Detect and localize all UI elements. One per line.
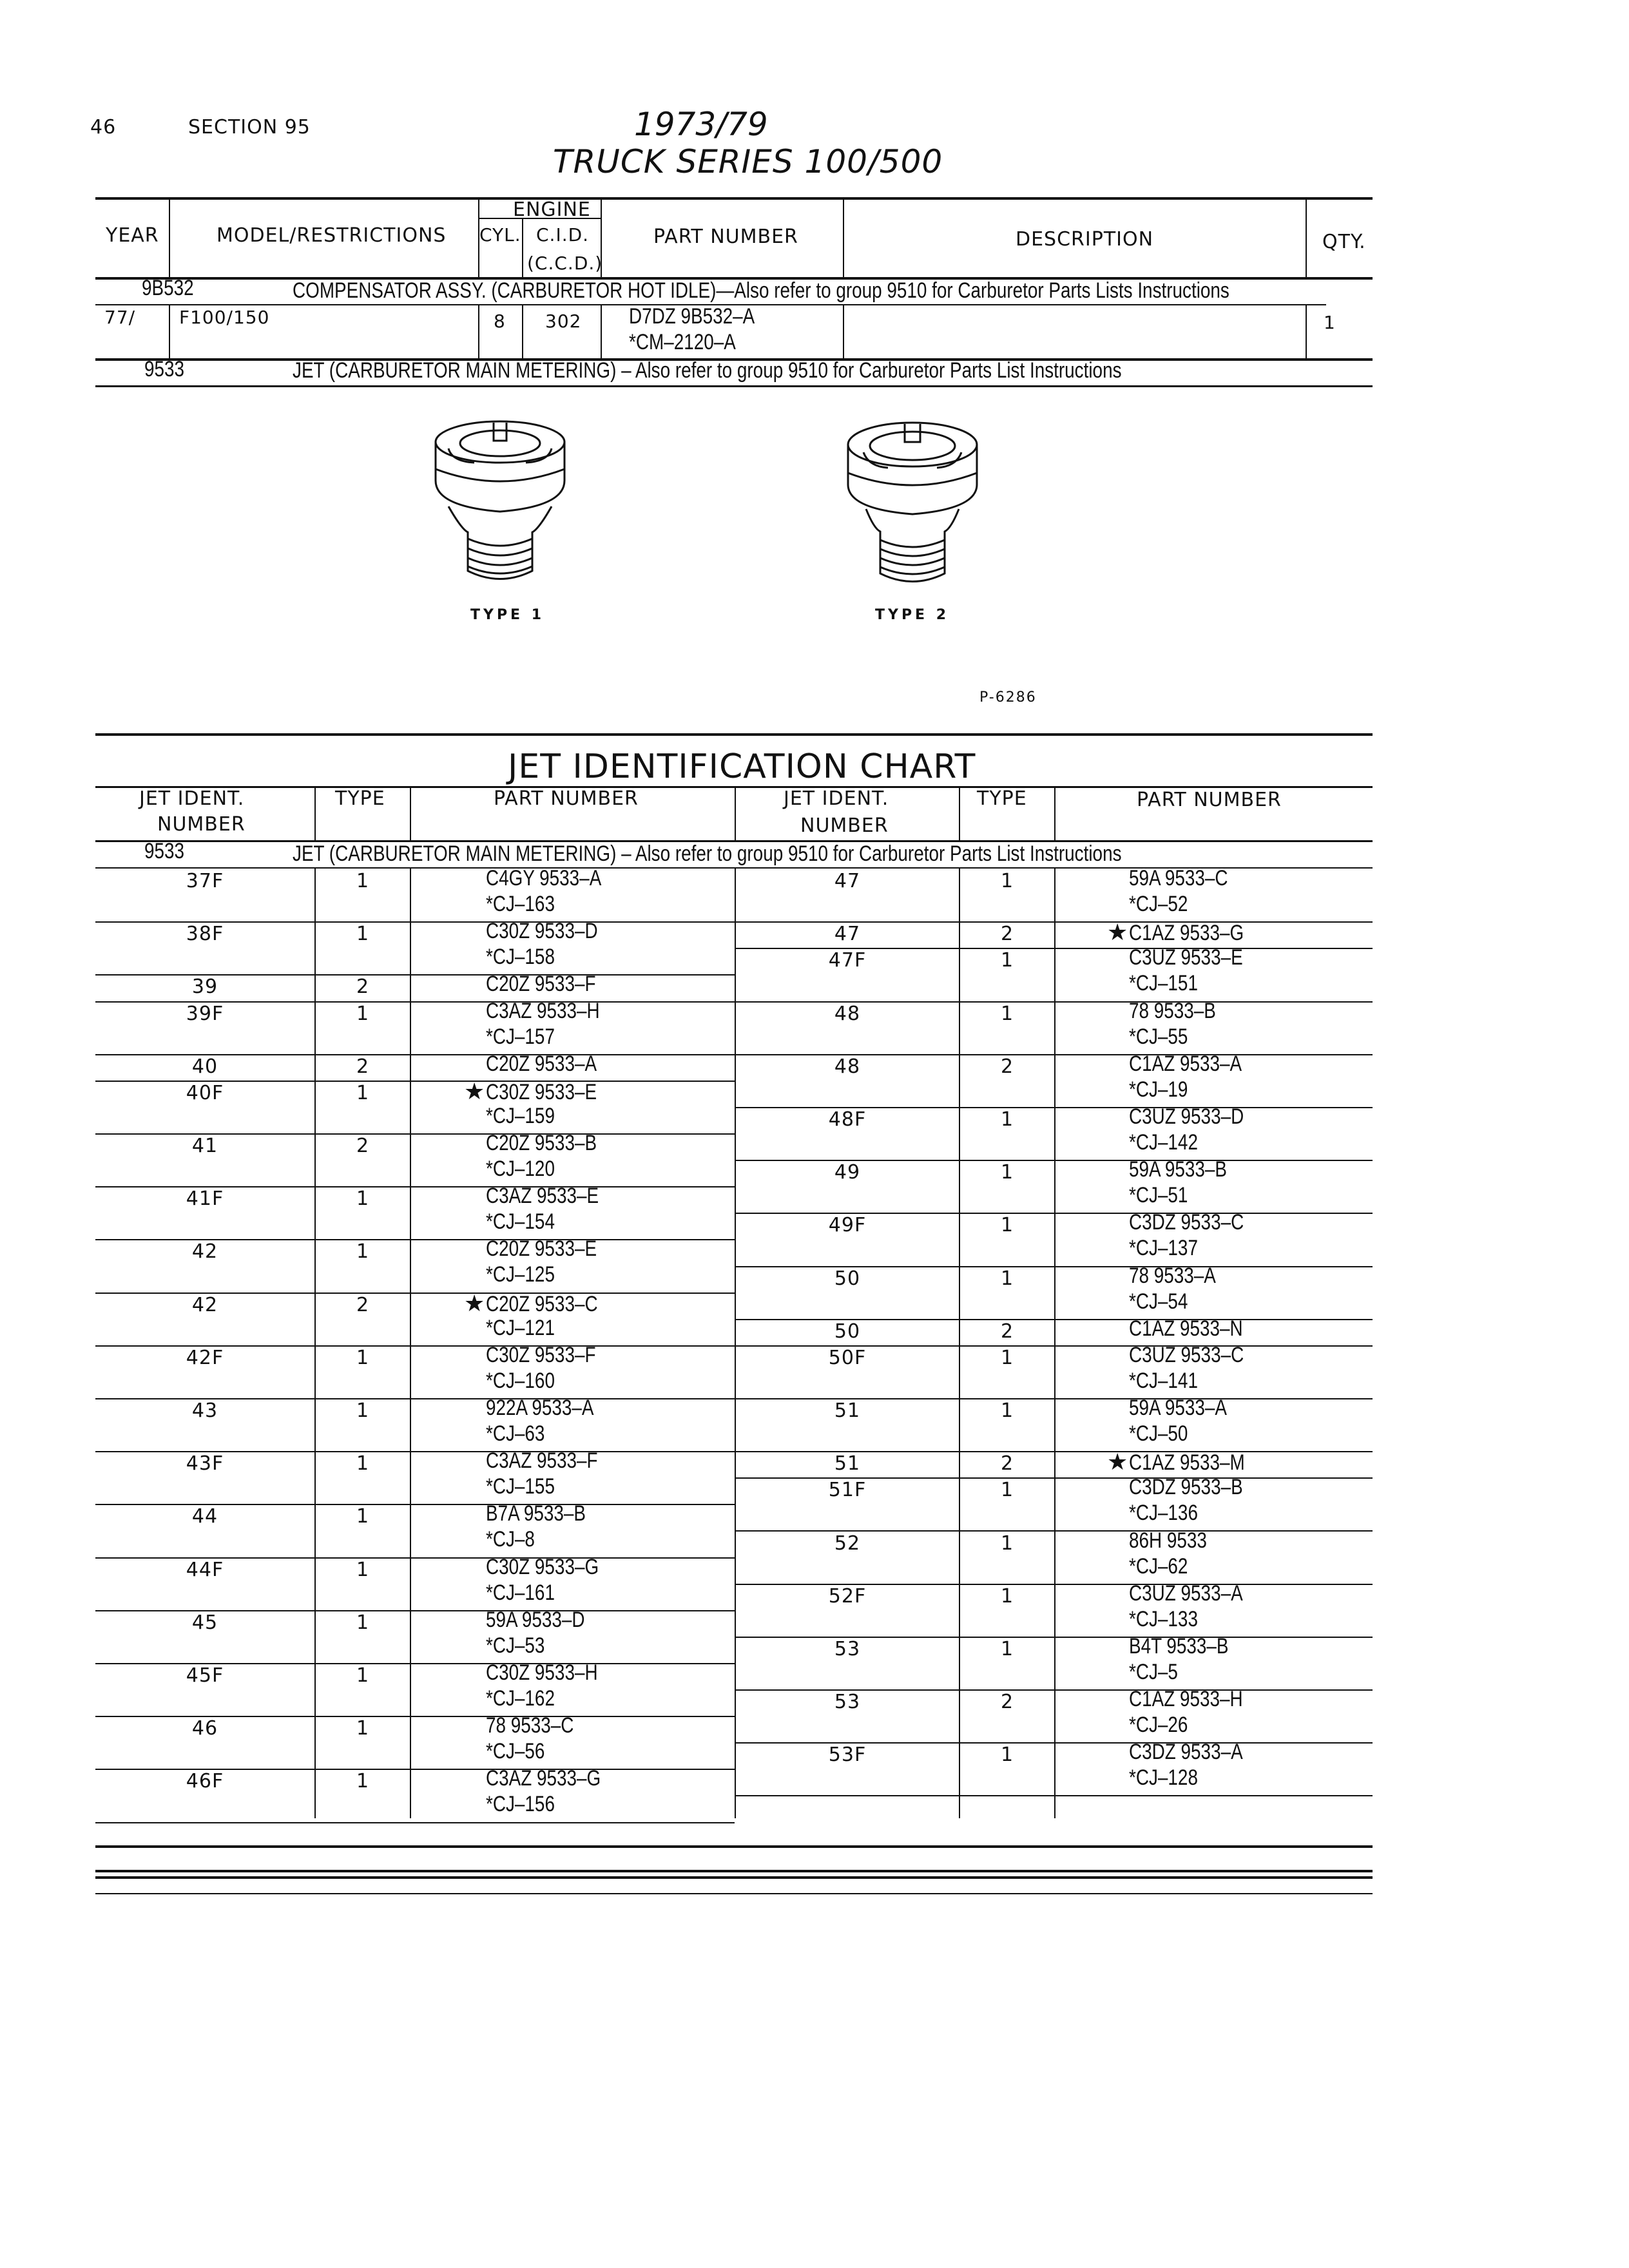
- header-part-number: PART NUMBER: [1137, 789, 1282, 811]
- jet-ident-number: 43F: [186, 1452, 224, 1475]
- jet-ident-number: 45F: [186, 1664, 224, 1687]
- supplier-number: *CJ–141: [1129, 1368, 1198, 1393]
- part-number: ★C30Z 9533–E: [464, 1077, 597, 1104]
- supplier-number: *CJ–55: [1129, 1024, 1188, 1049]
- supplier-number: *CJ–137: [1129, 1236, 1198, 1261]
- jet-type: 1: [1000, 1399, 1014, 1422]
- jet-ident-number: 47: [834, 870, 861, 892]
- header-type: TYPE: [335, 787, 385, 810]
- supplier-number: *CJ–5: [1129, 1659, 1178, 1684]
- jet-type: 1: [356, 1346, 370, 1369]
- supplier-number: *CJ–155: [486, 1474, 555, 1499]
- part-number: C3DZ 9533–B: [1129, 1475, 1243, 1500]
- jet-type: 1: [356, 1240, 370, 1264]
- group-code: 9533: [144, 357, 185, 381]
- jet-type: 1: [356, 1770, 370, 1793]
- header-jet-ident-number: NUMBER: [800, 814, 889, 837]
- jet-type: 1: [1000, 1479, 1014, 1502]
- group-title: COMPENSATOR ASSY. (CARBURETOR HOT IDLE)—Also refer to group 9510 for Carburetor Parts Lists Instructions: [293, 278, 1229, 303]
- jet-ident-number: 42: [191, 1293, 218, 1316]
- jet-ident-number: 52: [834, 1532, 861, 1555]
- header-part-number: PART NUMBER: [494, 787, 639, 810]
- part-number: C4GY 9533–A: [486, 866, 602, 890]
- jet-type: 1: [1000, 949, 1014, 972]
- part-number: B4T 9533–B: [1129, 1633, 1229, 1658]
- jet-type: 1: [1000, 1161, 1014, 1184]
- type2-label: TYPE 2: [875, 607, 950, 623]
- group-code: 9533: [144, 839, 185, 863]
- jet-type: 1: [356, 870, 370, 892]
- type1-label: TYPE 1: [470, 607, 545, 623]
- jet-ident-number: 48: [834, 1002, 861, 1025]
- star-icon: ★: [464, 1077, 485, 1104]
- header-part-number: PART NUMBER: [653, 226, 798, 248]
- part-number: C3AZ 9533–H: [486, 998, 600, 1023]
- jet-type1-drawing: [423, 410, 577, 597]
- jet-type: 2: [356, 1293, 370, 1316]
- jet-type: 1: [1000, 870, 1014, 892]
- supplier-number: *CJ–121: [486, 1315, 555, 1340]
- part-number: B7A 9533–B: [486, 1501, 586, 1526]
- part-number: C20Z 9533–B: [486, 1131, 597, 1155]
- row-part-number: D7DZ 9B532–A: [629, 304, 755, 329]
- supplier-number: *CJ–62: [1129, 1553, 1188, 1579]
- header-year: YEAR: [106, 224, 159, 247]
- supplier-number: *CJ–163: [486, 892, 555, 916]
- supplier-number: *CJ–50: [1129, 1421, 1188, 1446]
- part-number: C20Z 9533–A: [486, 1051, 597, 1076]
- jet-type: 2: [1000, 1452, 1014, 1475]
- supplier-number: *CJ–8: [486, 1527, 535, 1552]
- jet-ident-number: 51: [834, 1399, 861, 1422]
- jet-ident-number: 42F: [186, 1346, 224, 1369]
- row-supplier-number: *CM–2120–A: [629, 330, 736, 354]
- jet-type: 1: [1000, 1267, 1014, 1290]
- jet-ident-number: 39: [191, 975, 218, 999]
- row-divider: [735, 1795, 1373, 1796]
- page-number: 46: [90, 116, 117, 139]
- section-label: SECTION 95: [188, 116, 311, 139]
- supplier-number: *CJ–54: [1129, 1289, 1188, 1314]
- jet-ident-number: 38F: [186, 923, 224, 946]
- part-number: C3UZ 9533–E: [1129, 945, 1243, 970]
- supplier-number: *CJ–136: [1129, 1501, 1198, 1526]
- group-title: JET (CARBURETOR MAIN METERING) – Also refer to group 9510 for Carburetor Parts List Instructions: [293, 841, 1122, 866]
- jet-ident-number: 44: [191, 1505, 218, 1528]
- title-years: 1973/79: [634, 106, 768, 143]
- jet-ident-number: 50F: [828, 1346, 867, 1369]
- header-jet-ident: JET IDENT.: [784, 787, 889, 810]
- jet-type2-drawing: [835, 412, 990, 599]
- header-model: MODEL/RESTRICTIONS: [217, 224, 447, 247]
- part-number: 59A 9533–C: [1129, 866, 1228, 890]
- supplier-number: *CJ–120: [486, 1157, 555, 1181]
- jet-ident-number: 51F: [828, 1479, 867, 1502]
- supplier-number: *CJ–133: [1129, 1606, 1198, 1631]
- supplier-number: *CJ–19: [1129, 1077, 1188, 1102]
- jet-ident-number: 50: [834, 1320, 861, 1343]
- jet-type: 1: [356, 1664, 370, 1687]
- row-qty: 1: [1324, 312, 1336, 333]
- jet-type: 2: [356, 1055, 370, 1078]
- jet-type: 1: [356, 1399, 370, 1422]
- jet-ident-number: 42: [191, 1240, 218, 1264]
- header-jet-ident: JET IDENT.: [139, 787, 245, 810]
- star-icon: ★: [1107, 1448, 1128, 1475]
- header-description: DESCRIPTION: [1016, 228, 1154, 251]
- supplier-number: *CJ–63: [486, 1421, 545, 1446]
- star-icon: ★: [464, 1289, 485, 1316]
- row-model: F100/150: [179, 307, 270, 328]
- part-number: C30Z 9533–F: [486, 1342, 596, 1367]
- header-cid: C.I.D.: [536, 224, 590, 245]
- supplier-number: *CJ–159: [486, 1103, 555, 1128]
- jet-ident-number: 48: [834, 1055, 861, 1078]
- jet-ident-number: 41: [191, 1135, 218, 1157]
- supplier-number: *CJ–151: [1129, 971, 1198, 996]
- part-number: C1AZ 9533–A: [1129, 1051, 1242, 1076]
- jet-type: 2: [356, 975, 370, 999]
- jet-type: 1: [1000, 1584, 1014, 1608]
- supplier-number: *CJ–52: [1129, 892, 1188, 916]
- supplier-number: *CJ–161: [486, 1580, 555, 1605]
- header-type: TYPE: [977, 787, 1027, 810]
- page-title: TRUCK SERIES 100/500: [553, 143, 943, 180]
- jet-ident-number: 53: [834, 1691, 861, 1714]
- part-number: 59A 9533–B: [1129, 1157, 1227, 1182]
- jet-type: 1: [356, 1558, 370, 1581]
- part-number: C3DZ 9533–C: [1129, 1210, 1244, 1235]
- supplier-number: *CJ–51: [1129, 1183, 1188, 1208]
- row-cid: 302: [545, 311, 582, 332]
- group-code: 9B532: [142, 276, 194, 300]
- jet-ident-number: 45: [191, 1611, 218, 1634]
- supplier-number: *CJ–128: [1129, 1765, 1198, 1791]
- jet-type: 2: [356, 1135, 370, 1157]
- jet-ident-number: 53F: [828, 1744, 867, 1767]
- part-number: 922A 9533–A: [486, 1396, 594, 1420]
- supplier-number: *CJ–158: [486, 945, 555, 970]
- jet-ident-number: 46F: [186, 1770, 224, 1793]
- part-number: C3UZ 9533–C: [1129, 1342, 1244, 1367]
- jet-ident-number: 49: [834, 1161, 861, 1184]
- jet-type: 1: [356, 1081, 370, 1104]
- part-number: 78 9533–B: [1129, 998, 1216, 1023]
- part-number: C20Z 9533–F: [486, 972, 596, 997]
- header-ccd: (C.C.D.): [527, 253, 603, 274]
- jet-type: 1: [356, 1717, 370, 1740]
- part-number: C3UZ 9533–A: [1129, 1581, 1243, 1606]
- supplier-number: *CJ–142: [1129, 1129, 1198, 1155]
- part-number: C3AZ 9533–G: [486, 1766, 601, 1791]
- jet-type: 1: [1000, 1744, 1014, 1767]
- part-number: C30Z 9533–G: [486, 1554, 599, 1579]
- jet-ident-number: 46: [191, 1717, 218, 1740]
- header-cyl: CYL.: [479, 224, 521, 245]
- part-number: C20Z 9533–E: [486, 1236, 597, 1262]
- part-number: C1AZ 9533–N: [1129, 1316, 1243, 1341]
- part-number: C1AZ 9533–H: [1129, 1687, 1243, 1712]
- jet-ident-number: 44F: [186, 1558, 224, 1581]
- part-number: 78 9533–C: [486, 1713, 574, 1738]
- header-jet-ident-number: NUMBER: [157, 813, 246, 836]
- header-qty: QTY.: [1322, 231, 1366, 253]
- supplier-number: *CJ–154: [486, 1209, 555, 1235]
- jet-ident-number: 40: [191, 1055, 218, 1078]
- row-year: 77/: [104, 307, 136, 328]
- part-number: C3AZ 9533–E: [486, 1184, 599, 1209]
- jet-type: 1: [1000, 1002, 1014, 1025]
- part-number: C3DZ 9533–A: [1129, 1740, 1243, 1765]
- jet-type: 2: [1000, 1320, 1014, 1343]
- part-number: ★C20Z 9533–C: [464, 1289, 598, 1316]
- supplier-number: *CJ–162: [486, 1686, 555, 1711]
- supplier-number: *CJ–56: [486, 1739, 545, 1764]
- jet-type: 2: [1000, 1055, 1014, 1078]
- jet-ident-number: 47: [834, 923, 861, 946]
- supplier-number: *CJ–26: [1129, 1713, 1188, 1738]
- jet-type: 1: [356, 1505, 370, 1528]
- part-number: 59A 9533–A: [1129, 1396, 1227, 1420]
- jet-type: 1: [1000, 1214, 1014, 1237]
- jet-ident-number: 47F: [828, 949, 867, 972]
- part-number: C30Z 9533–D: [486, 919, 598, 944]
- jet-type: 1: [356, 923, 370, 946]
- jet-type: 2: [1000, 1691, 1014, 1714]
- jet-ident-number: 53: [834, 1637, 861, 1660]
- jet-type: 1: [1000, 1532, 1014, 1555]
- jet-ident-number: 39F: [186, 1002, 224, 1025]
- jet-ident-number: 37F: [186, 870, 224, 892]
- header-engine: ENGINE: [513, 198, 591, 221]
- supplier-number: *CJ–157: [486, 1024, 555, 1049]
- part-number: ★C1AZ 9533–M: [1107, 1448, 1246, 1475]
- row-divider: [95, 1822, 735, 1823]
- jet-ident-number: 48F: [828, 1108, 867, 1131]
- jet-type: 1: [1000, 1346, 1014, 1369]
- figure-ref: P-6286: [979, 689, 1037, 706]
- part-number: 86H 9533: [1129, 1528, 1207, 1553]
- jet-ident-number: 50: [834, 1267, 861, 1290]
- row-cyl: 8: [494, 311, 506, 332]
- chart-title: JET IDENTIFICATION CHART: [508, 747, 976, 786]
- part-number: 59A 9533–D: [486, 1607, 585, 1632]
- star-icon: ★: [1107, 919, 1128, 946]
- part-number: ★C1AZ 9533–G: [1107, 919, 1244, 946]
- jet-ident-number: 43: [191, 1399, 218, 1422]
- jet-type: 1: [356, 1452, 370, 1475]
- jet-type: 1: [1000, 1108, 1014, 1131]
- jet-ident-number: 51: [834, 1452, 861, 1475]
- jet-ident-number: 52F: [828, 1584, 867, 1608]
- part-number: C3UZ 9533–D: [1129, 1104, 1244, 1129]
- supplier-number: *CJ–125: [486, 1262, 555, 1287]
- jet-type: 1: [1000, 1637, 1014, 1660]
- jet-type: 1: [356, 1002, 370, 1025]
- jet-ident-number: 41F: [186, 1187, 224, 1211]
- jet-type: 1: [356, 1611, 370, 1634]
- jet-ident-number: 49F: [828, 1214, 867, 1237]
- supplier-number: *CJ–156: [486, 1792, 555, 1817]
- part-number: C3AZ 9533–F: [486, 1448, 598, 1474]
- jet-type: 2: [1000, 923, 1014, 946]
- part-number: C30Z 9533–H: [486, 1660, 598, 1685]
- supplier-number: *CJ–53: [486, 1633, 545, 1658]
- supplier-number: *CJ–160: [486, 1368, 555, 1393]
- jet-ident-number: 40F: [186, 1081, 224, 1104]
- part-number: 78 9533–A: [1129, 1263, 1216, 1288]
- jet-type: 1: [356, 1187, 370, 1211]
- group-title: JET (CARBURETOR MAIN METERING) – Also refer to group 9510 for Carburetor Parts List Instructions: [293, 358, 1122, 383]
